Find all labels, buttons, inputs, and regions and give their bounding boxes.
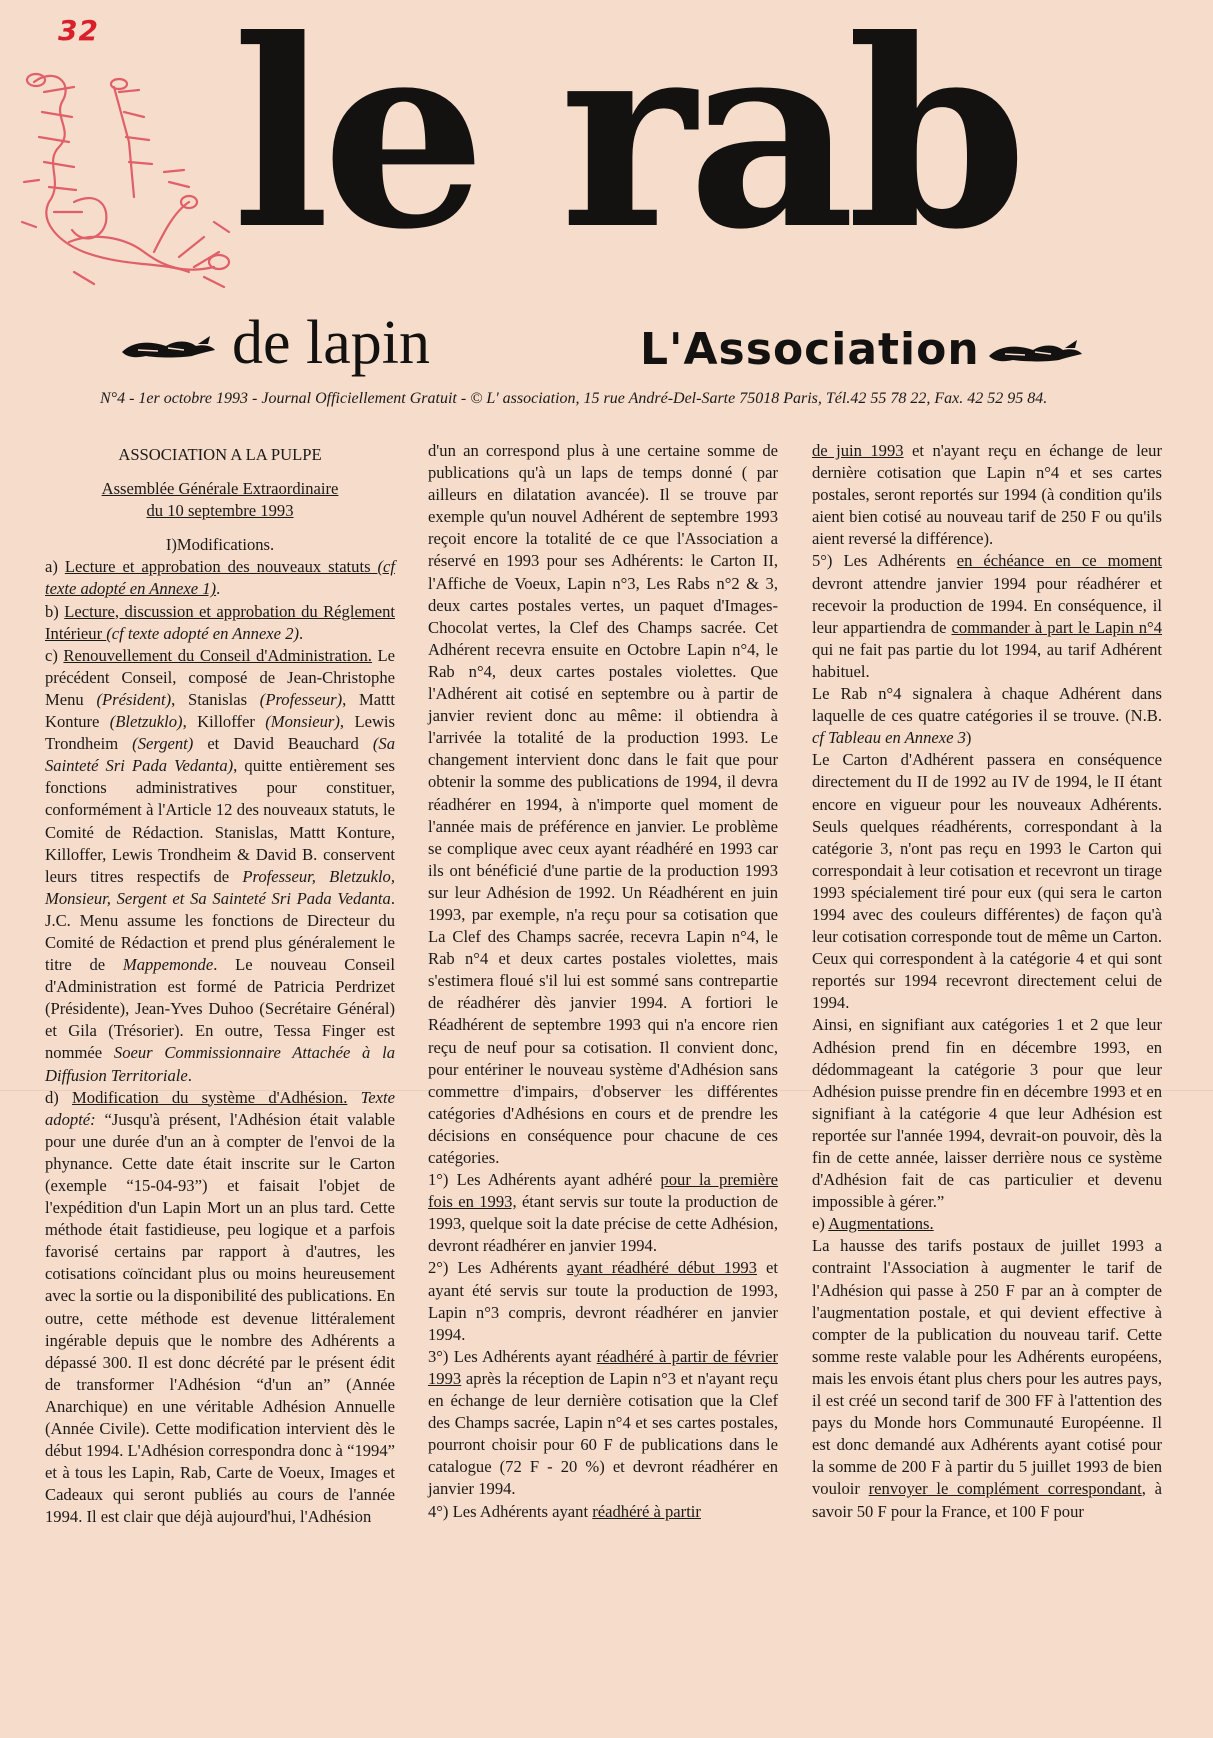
paragraph-augmentations: La hausse des tarifs postaux de juillet 1993 a contraint l'Association à augmenter le tarif de l'Adhésion qui passe à 250 F par an à compter de l'augmentation postale, et qui devient effective à compter de la publication du nouveau tarif. Cette somme reste valable pour les Adhérents européens, mais les envois étant plus chers pour les autres pays, il est créé un second tarif de 300 FF à l'attention des pays du Monde hors Communauté Européenne. Il est donc demandé aux Adhérents ayant cotisé pour la somme de 200 F à partir du 5 juillet 1993 de bien vouloir renvoyer le complément correspondant, à savoir 50 F pour la France, et 100 F pour (812, 1236, 1162, 1521)
page-number: 32 (58, 14, 99, 47)
paragraph-category-5: 5°) Les Adhérents en échéance en ce moment devront attendre janvier 1994 pour réadhérer et recevoir la production de 1994. En conséquence, il leur appartiendra de commander à part le Lapin n°4 qui ne fait pas partie du lot 1994, au tarif Adhérent habituel. (812, 551, 1162, 681)
masthead-subtitle: de lapin (232, 309, 430, 377)
paragraph-category-1: 1°) Les Adhérents ayant adhéré pour la première fois en 1993, étant servis sur toute la production de 1993, quelque soit la date précise de cette Adhésion, devront réadhérer en janvier 1994. (428, 1170, 779, 1256)
article-column-3 (812, 440, 1162, 1710)
subsection-title: I)Modifications. (165, 535, 275, 555)
publication-info: N°4 - 1er octobre 1993 - Journal Officiellement Gratuit - © L' association, 15 rue André-Del-Sarte 75018 Paris, Tél.42 55 78 22, Fax. 42 52 95 84. (100, 390, 1048, 407)
rabbit-skeleton-illustration-icon (14, 62, 244, 297)
section-title: ASSOCIATION A LA PULPE (118, 445, 322, 464)
paragraph-rab-note: Le Rab n°4 signalera à chaque Adhérent dans laquelle de ces quatre catégories il se trouve. (N.B. cf Tableau en Annexe 3) (812, 684, 1162, 748)
paragraph-b: b) Lecture, discussion et approbation du Réglement Intérieur (cf texte adopté en Annexe 2). (45, 601, 395, 643)
running-rabbit-icon (118, 334, 218, 362)
paragraph-category-2: 2°) Les Adhérents ayant réadhéré début 1993 et ayant été servis sur toute la production de 1993, Lapin n°3 compris, devront réadhérer en janvier 1994. (428, 1258, 778, 1344)
assembly-title-line-2: du 10 septembre 1993 (146, 501, 294, 521)
running-rabbit-icon (985, 338, 1085, 366)
article-column-2 (428, 440, 778, 1710)
paragraph-category-3: 3°) Les Adhérents ayant réadhéré à partir de février 1993 après la réception de Lapin n°3 et n'ayant reçu en échange de leur dernière cotisation que la Clef des Champs sacrée, Lapin n°4 et ses cartes postales, pourront choisir pour 60 F de publications dans le catalogue (72 F - 20 %) et devront réadhérer en janvier 1994. (428, 1346, 778, 1499)
paragraph-a: a) Lecture et approbation des nouveaux statuts (cf texte adopté en Annexe 1). (45, 557, 395, 599)
assembly-title (45, 478, 395, 522)
paragraph-category-4: 4°) Les Adhérents ayant réadhéré à partir (428, 1501, 701, 1521)
paragraph-d: d) Modification du système d'Adhésion. Texte adopté: “Jusqu'à présent, l'Adhésion était valable pour une durée d'un an à compter de l'envoi de la phynance. Cette date était inscrite sur le Carton (exemple “15-04-93”) et faisait l'objet de l'expédition d'un Lapin Mort un an plus tard. Cette méthode était fastidieuse, peu logique et a parfois favorisé certains par rapport à d'autres, les cotisations coïncidant plus ou moins heureusement avec la sortie ou la disponibilité des publications. En outre, cette méthode est devenue littéralement ingérable depuis que le nombre des Adhérents a dépassé 300. Il est donc décrété par le présent édit de transformer l'Adhésion “d'un an” (Année Anarchique) en une véritable Adhésion Annuelle (Année Civile). Cette modification intervient dès le début 1994. L'Adhésion correspondra donc à “1994” et à tous les Lapin, Rab, Carte de Voeux, Images et Cadeaux qui seront publiés au cours de l'année 1994. Il est clair que déjà aujourd'hui, l'Adhésion (45, 1087, 395, 1527)
assembly-title-line-1: Assemblée Générale Extraordinaire (101, 479, 339, 499)
masthead-title: le rab (232, 0, 1020, 286)
paragraph-continuation: d'un an correspond plus à une certaine somme de publications qu'à un laps de temps donné ( par ailleurs en dilatation avancée). Il se trouve par exemple qu'un nouvel Adhérent de septembre 1993 reçoit encore la totalité de ce que l'Association a réservé en 1993 pour ses Adhérents: le Carton II, l'Affiche de Voeux, Lapin n°3, Les Rabs n°2 & 3, deux cartes postales vertes, un paquet d'Images-Chocolat vertes, la Clef des Champs sacrée. Cet Adhérent recevra ensuite en Octobre Lapin n°4, le Rab n°4, deux cartes postales violettes. Que l'Adhérent ait cotisé en septembre ou à partir de janvier revient donc au même: il obtiendra à l'arrivée la totalité de la production 1993. Le changement intervient donc dans le fait que pour obtenir la somme des publications de 1994, il devra réadhérer en 1994, à n'importe quel moment de l'année mais de préférence en janvier. Le problème se complique avec ceux ayant réadhéré en 1993 car ils ont bénéficié d'une partie de la production 1993 sur leur Adhésion de 1992. Un Réadhérent en juin 1993, par exemple, n'a reçu pour sa cotisation que La Clef des Champs sacrée, recevra Lapin n°4, le Rab n°4 et deux cartes postales violettes, mais s'estimera floué s'il lui est sommé sans contrepartie de réadhérer dès janvier 1994. A fortiori le Réadhérent de septembre 1993 qui n'a encore rien reçu de neuf pour sa cotisation. Il convient donc, pour entériner le nouveau système d'Adhésion sans commettre d'impairs, d'observer les différentes catégories d'Adhésions en cours et de prendre les décisions en conséquence pour chacune de ces catégories. (428, 441, 778, 1167)
paragraph-category-4-cont: de juin 1993 et n'ayant reçu en échange de leur dernière cotisation que Lapin n°4 et ses cartes postales, seront reportés sur 1994 (à condition qu'ils aient bien cotisé au nouveau tarif de 250 F ou qu'ils aient reversé la différence). (812, 441, 1162, 549)
paragraph-c: c) Renouvellement du Conseil d'Administration. Le précédent Conseil, composé de Jean-Christophe Menu (Président), Stanislas (Professeur), Mattt Konture (Bletzuklo), Killoffer (Monsieur), Lewis Trondheim (Sergent) et David Beauchard (Sa Sainteté Sri Pada Vedanta), quitte entièrement ses fonctions administratives pour constituer, conformément à l'Article 12 des nouveaux statuts, le Comité de Rédaction. Stanislas, Mattt Konture, Killoffer, Lewis Trondheim & David B. conservent leurs titres respectifs de Professeur, Bletzuklo, Monsieur, Sergent et Sa Sainteté Sri Pada Vedanta. J.C. Menu assume les fonctions de Directeur du Comité de Rédaction et prend plus généralement le titre de Mappemonde. Le nouveau Conseil d'Administration est formé de Patricia Perdrizet (Présidente), Jean-Yves Duhoo (Secrétaire Général) et Gila (Trésorier). En outre, Tessa Finger est nommée Soeur Commissionnaire Attachée à la Diffusion Territoriale. (45, 645, 395, 1085)
article-column-1 (45, 440, 395, 1710)
association-logo: L'Association (640, 324, 980, 375)
paragraph-e-heading: e) Augmentations. (812, 1214, 934, 1234)
paragraph-conclusion: Ainsi, en signifiant aux catégories 1 et 2 que leur Adhésion prend fin en décembre 1993, en dédommageant la catégorie 3 pour que leur Adhésion puisse prendre fin en décembre 1993 et en signifiant à la catégorie 4 que leur Adhésion est reportée sur l'année 1994, devrait-on pouvoir, dès la fin de cette année, laisser derrière nous ce système d'Adhésion fait de cas particulier et devenu impossible à gérer.” (812, 1015, 1162, 1212)
paper-fold-line (0, 1090, 1213, 1091)
paragraph-carton: Le Carton d'Adhérent passera en conséquence directement du II de 1992 au IV de 1994, le II étant encore en vigueur pour les nouveaux Adhérents. Seuls quelques réadhérents, correspondant à la catégorie 3, n'ont pas reçu en 1993 le Carton qui correspondait à leur cotisation et recevront un tirage 1993 spécialement tiré pour eux (qui sera le carton 1994 avec des couleurs différentes) de façon qu'à leur cotisation corresponde tout de même un Carton. Ceux qui correspondent à la catégorie 4 et qui sont reportés sur 1994 recevront directement celui de 1994. (812, 750, 1162, 1013)
